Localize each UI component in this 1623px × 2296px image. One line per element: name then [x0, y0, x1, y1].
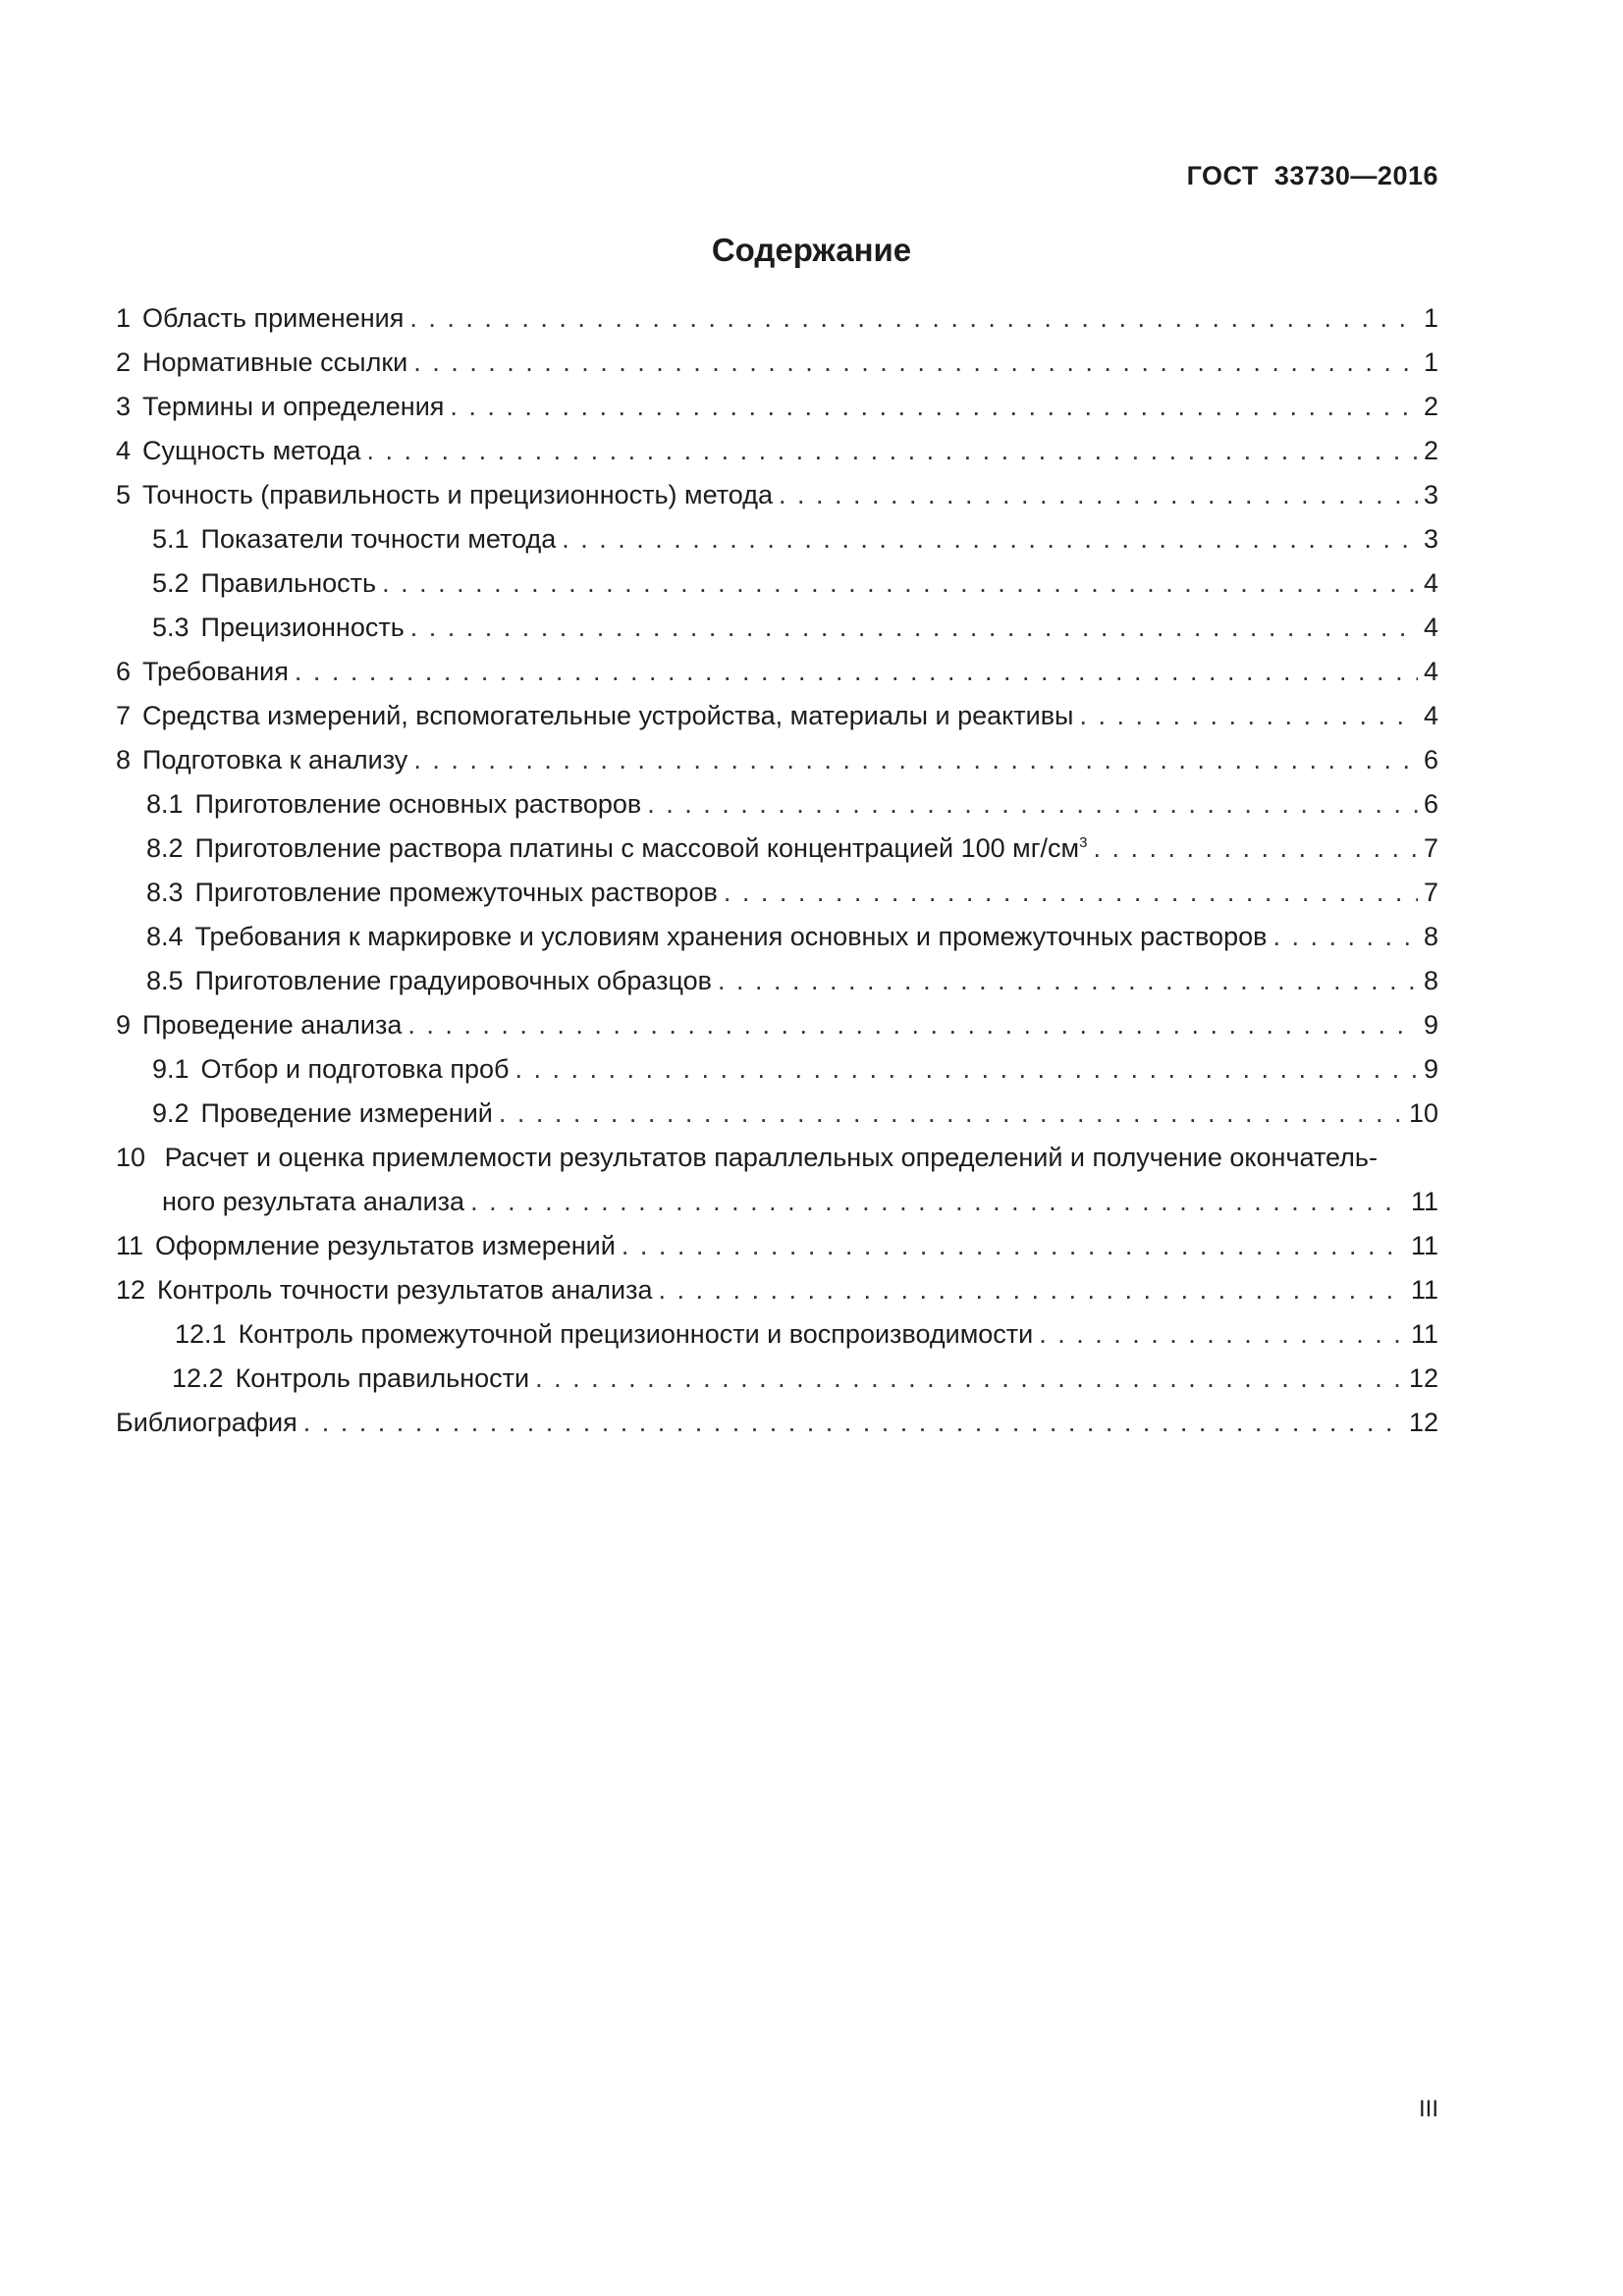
toc-entry[interactable] [116, 694, 1438, 738]
toc-entry-number: 8.5 [146, 966, 184, 995]
toc-entry[interactable] [116, 429, 1438, 473]
toc-entry-bibliography[interactable] [116, 1401, 1438, 1445]
toc-entry-number: 8 [116, 745, 132, 774]
toc-entry-text: Область применения [142, 303, 405, 333]
toc-entry-text: Приготовление основных растворов [194, 789, 642, 819]
dot-leader [658, 1268, 1404, 1312]
toc-entry-page: 11 [1410, 1231, 1438, 1260]
toc-entry-text: Расчет и оценка приемлемости результатов параллельных определений и получение окончатель- [164, 1143, 1378, 1172]
toc-entry[interactable] [116, 473, 1438, 517]
dot-leader [450, 385, 1418, 429]
toc-entry[interactable] [116, 385, 1438, 429]
toc-entry-number: 8.2 [146, 833, 184, 863]
toc-entry-multiline[interactable] [116, 1136, 1438, 1224]
toc-subentry[interactable] [116, 1357, 1438, 1401]
toc-entry-page: 12 [1408, 1363, 1438, 1393]
toc-entry-text: Показатели точности метода [200, 524, 557, 554]
toc-entry-text: Приготовление промежуточных растворов [194, 878, 718, 907]
toc-entry-page: 7 [1423, 833, 1438, 863]
toc-entry-number: 8.4 [146, 922, 184, 951]
toc-entry-page: 11 [1410, 1187, 1438, 1216]
toc-entry-text: Оформление результатов измерений [155, 1231, 616, 1260]
toc-entry-page: 11 [1410, 1275, 1438, 1305]
toc-subentry[interactable] [116, 915, 1438, 959]
toc-entry-line-2 [116, 1180, 1438, 1224]
dot-leader [724, 871, 1418, 915]
toc-entry-text: Контроль точности результатов анализа [157, 1275, 653, 1305]
dot-leader [718, 959, 1418, 1003]
toc-entry-page: 8 [1423, 966, 1438, 995]
toc-entry-number: 9.2 [152, 1098, 189, 1128]
toc-entry-page: 8 [1423, 922, 1438, 951]
toc-entry[interactable] [116, 1003, 1438, 1047]
dot-leader [622, 1224, 1405, 1268]
toc-subentry[interactable] [116, 561, 1438, 606]
toc-entry-page: 3 [1423, 480, 1438, 509]
document-code: ГОСТ 33730—2016 [1186, 161, 1438, 190]
toc-entry-page: 10 [1408, 1098, 1438, 1128]
dot-leader [367, 429, 1418, 473]
toc-entry-page: 12 [1408, 1408, 1438, 1437]
toc-subentry[interactable] [116, 1312, 1438, 1357]
toc-entry-text: Термины и определения [142, 392, 445, 421]
toc-entry-number: 2 [116, 347, 132, 377]
toc-entry-page: 2 [1423, 392, 1438, 421]
superscript: 3 [1079, 834, 1088, 851]
dot-leader [514, 1047, 1418, 1092]
toc-entry-number: 7 [116, 701, 132, 730]
dot-leader [1079, 694, 1418, 738]
toc-entry-text: Отбор и подготовка проб [200, 1054, 510, 1084]
dot-leader [382, 561, 1418, 606]
toc-entry-text: Прецизионность [200, 613, 405, 642]
toc-entry-text: Правильность [200, 568, 377, 598]
toc-entry-number: 5.3 [152, 613, 189, 642]
dot-leader [1039, 1312, 1405, 1357]
toc-entry-page: 4 [1423, 568, 1438, 598]
toc-entry-text: Библиография [116, 1408, 298, 1437]
dot-leader [409, 296, 1418, 341]
toc-entry-text-continued: ного результата анализа [162, 1187, 465, 1216]
page-number: III [1418, 2096, 1438, 2122]
toc-subentry[interactable] [116, 782, 1438, 827]
toc-entry-page: 6 [1423, 789, 1438, 819]
table-of-contents [116, 296, 1438, 1445]
toc-entry-number: 8.1 [146, 789, 184, 819]
toc-subentry[interactable] [116, 871, 1438, 915]
toc-entry-number: 1 [116, 303, 132, 333]
toc-entry-page: 4 [1423, 701, 1438, 730]
toc-entry-page: 1 [1423, 347, 1438, 377]
toc-subentry[interactable] [116, 606, 1438, 650]
toc-entry-text: Точность (правильность и прецизионность) метода [142, 480, 773, 509]
toc-entry-text: Требования к маркировке и условиям хранения основных и промежуточных растворов [194, 922, 1268, 951]
toc-entry-number: 5.2 [152, 568, 189, 598]
toc-entry[interactable] [116, 296, 1438, 341]
toc-entry-text: Средства измерений, вспомогательные устройства, материалы и реактивы [142, 701, 1074, 730]
toc-entry-page: 2 [1423, 436, 1438, 465]
dot-leader [413, 738, 1418, 782]
toc-entry-text [195, 827, 1088, 871]
toc-entry-number: 3 [116, 392, 132, 421]
toc-entry-page: 4 [1423, 657, 1438, 686]
toc-entry-line-1 [116, 1136, 1438, 1180]
toc-entry-number: 11 [116, 1231, 144, 1260]
toc-entry-number: 12.1 [175, 1319, 227, 1349]
toc-entry-number: 12.2 [172, 1363, 224, 1393]
toc-entry[interactable] [116, 1224, 1438, 1268]
toc-entry-text: Требования [142, 657, 289, 686]
toc-entry-number: 10 [116, 1143, 146, 1172]
toc-entry-page: 11 [1410, 1319, 1438, 1349]
toc-entry-number: 8.3 [146, 878, 184, 907]
toc-entry[interactable] [116, 738, 1438, 782]
toc-entry-page: 1 [1423, 303, 1438, 333]
toc-entry-number: 6 [116, 657, 132, 686]
toc-entry-text: Контроль правильности [235, 1363, 530, 1393]
toc-entry-number: 12 [116, 1275, 146, 1305]
toc-entry-text: Подготовка к анализу [142, 745, 408, 774]
dot-leader [410, 606, 1418, 650]
dot-leader [535, 1357, 1403, 1401]
toc-subentry[interactable] [116, 1047, 1438, 1092]
toc-entry-number: 4 [116, 436, 132, 465]
toc-entry-number: 9.1 [152, 1054, 189, 1084]
dot-leader [1272, 915, 1418, 959]
dot-leader [413, 341, 1418, 385]
dot-leader [499, 1092, 1403, 1136]
toc-entry-text: Нормативные ссылки [142, 347, 408, 377]
toc-entry-number: 5 [116, 480, 132, 509]
dot-leader [647, 782, 1418, 827]
toc-entry-text: Приготовление градуировочных образцов [194, 966, 713, 995]
toc-entry[interactable] [116, 650, 1438, 694]
toc-subentry[interactable] [116, 1092, 1438, 1136]
toc-entry[interactable] [116, 1268, 1438, 1312]
toc-subentry[interactable] [116, 517, 1438, 561]
dot-leader [562, 517, 1418, 561]
toc-entry[interactable] [116, 341, 1438, 385]
dot-leader [1093, 827, 1418, 871]
dot-leader [295, 650, 1418, 694]
toc-entry-number: 5.1 [152, 524, 189, 554]
toc-entry-text: Проведение измерений [200, 1098, 493, 1128]
dot-leader [303, 1401, 1403, 1445]
dot-leader [779, 473, 1418, 517]
toc-entry-page: 9 [1423, 1010, 1438, 1040]
toc-entry-text: Сущность метода [142, 436, 361, 465]
toc-entry-number: 9 [116, 1010, 132, 1040]
dot-leader [470, 1180, 1405, 1224]
toc-entry-page: 7 [1423, 878, 1438, 907]
toc-entry-page: 6 [1423, 745, 1438, 774]
dot-leader [407, 1003, 1418, 1047]
toc-entry-text: Контроль промежуточной прецизионности и воспроизводимости [238, 1319, 1034, 1349]
toc-entry-text-main: Приготовление раствора платины с массовой концентрацией 100 мг/см [194, 833, 1080, 863]
toc-entry-page: 9 [1423, 1054, 1438, 1084]
toc-subentry[interactable] [116, 959, 1438, 1003]
toc-entry-page: 4 [1423, 613, 1438, 642]
toc-entry-page: 3 [1423, 524, 1438, 554]
toc-title: Содержание [711, 232, 912, 268]
toc-subentry[interactable] [116, 827, 1438, 871]
toc-entry-text: Проведение анализа [142, 1010, 403, 1040]
